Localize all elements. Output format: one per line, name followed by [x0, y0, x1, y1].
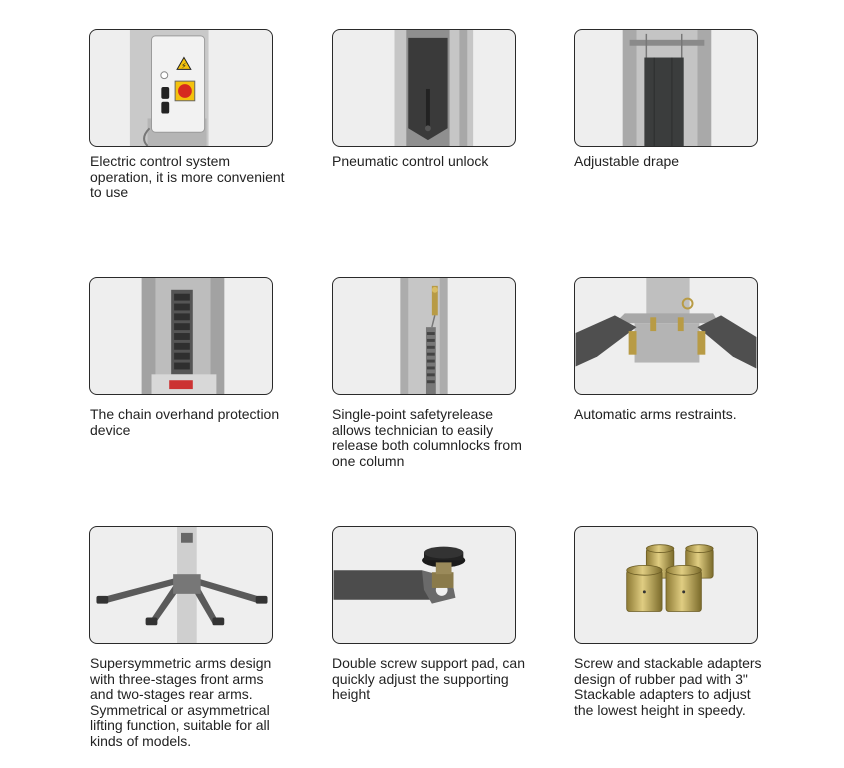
feature-caption: The chain overhand protection device	[90, 406, 280, 438]
pneumatic-unlock-illustration	[333, 30, 515, 146]
feature-image-chain-guard	[89, 277, 273, 395]
feature-image-safety-release	[332, 277, 516, 395]
feature-caption: Single-point safetyrelease allows technician to easily release both columnlocks from one column	[332, 406, 522, 469]
safety-release-illustration	[333, 278, 515, 394]
feature-image-pneumatic-unlock	[332, 29, 516, 147]
feature-caption: Automatic arms restraints.	[574, 406, 737, 422]
arm-restraint-illustration	[575, 278, 757, 394]
screw-support-pad-illustration	[333, 527, 515, 643]
feature-caption: Double screw support pad, can quickly adjust the supporting height	[332, 655, 525, 702]
feature-caption: Supersymmetric arms design with three-stages front arms and two-stages rear arms. Symmetrical or asymmetrical lifting function, suitable for all kinds of models.	[90, 655, 272, 749]
feature-caption: Screw and stackable adapters design of rubber pad with 3" Stackable adapters to adjust the lowest height in speedy.	[574, 655, 762, 718]
feature-image-electric-control	[89, 29, 273, 147]
lift-arms-illustration	[90, 527, 272, 643]
feature-image-arm-restraint	[574, 277, 758, 395]
feature-caption: Adjustable drape	[574, 153, 680, 169]
feature-image-adjustable-drape	[574, 29, 758, 147]
feature-caption: Pneumatic control unlock	[332, 153, 489, 169]
svg-text:⚡: ⚡	[181, 61, 187, 71]
feature-image-lift-arms	[89, 526, 273, 644]
feature-image-stackable-adapters	[574, 526, 758, 644]
stackable-adapters-illustration	[575, 527, 757, 643]
feature-caption: Electric control system operation, it is more convenient to use	[90, 153, 285, 200]
chain-guard-illustration	[90, 278, 272, 394]
adjustable-drape-illustration	[575, 30, 757, 146]
electric-control-box-illustration	[90, 30, 272, 146]
feature-image-screw-support-pad	[332, 526, 516, 644]
